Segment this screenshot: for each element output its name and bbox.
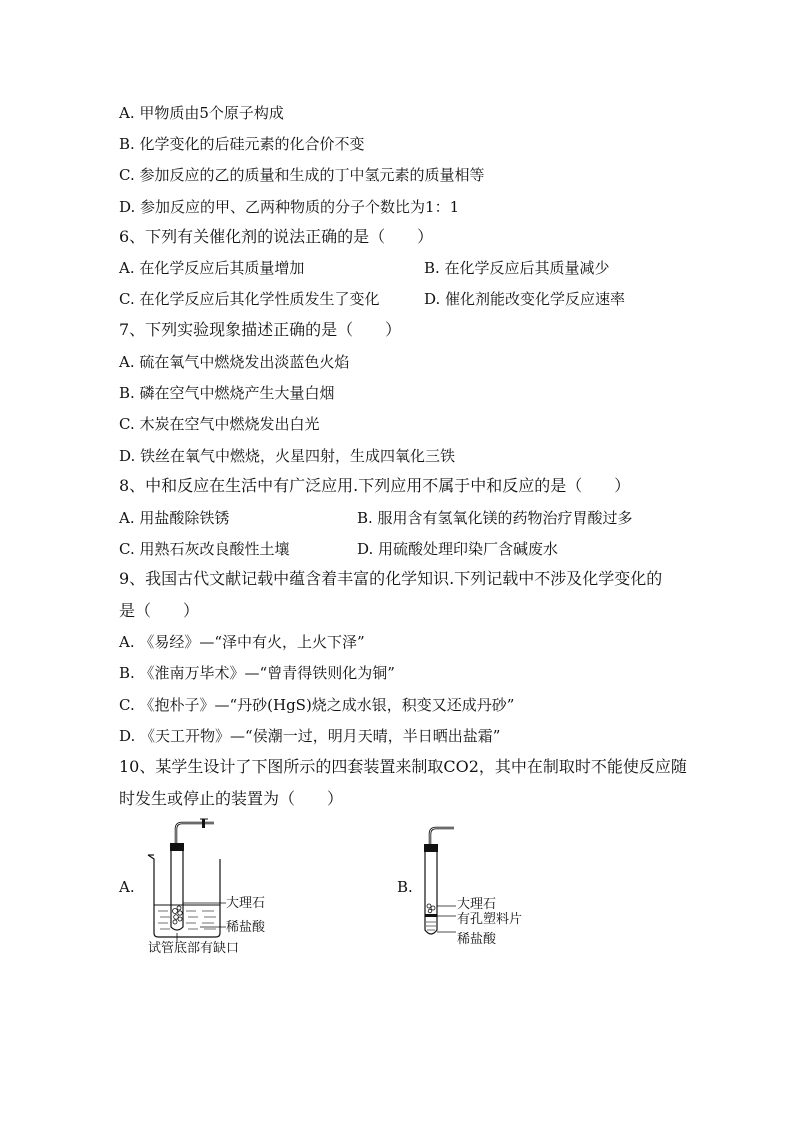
figure-b-label: B. [397,878,413,896]
q8-option-a: A. 用盐酸除铁锈 [119,509,230,527]
q6-stem: 6、下列有关催化剂的说法正确的是（ ） [119,227,434,246]
figure-a-label: A. [119,878,135,896]
q6-option-c: C. 在化学反应后其化学性质发生了变化 [119,290,380,308]
figure-a-marble-label: 大理石 [226,896,266,911]
figure-b-marble-label: 大理石 [457,897,497,912]
q7-option-b: B. 磷在空气中燃烧产生大量白烟 [119,384,335,402]
q6-option-a: A. 在化学反应后其质量增加 [119,259,305,277]
q7-option-a: A. 硫在氧气中燃烧发出淡蓝色火焰 [119,353,350,371]
q5-option-c: C. 参加反应的乙的质量和生成的丁中氢元素的质量相等 [119,166,485,184]
figure-a-caption: 试管底部有缺口 [148,941,240,956]
q6-option-d: D. 催化剂能改变化学反应速率 [424,290,626,308]
q9-option-b: B. 《淮南万毕术》—“曾青得铁则化为铜” [119,664,395,682]
q7-stem: 7、下列实验现象描述正确的是（ ） [119,320,402,339]
q8-option-c: C. 用熟石灰改良酸性土壤 [119,540,290,558]
q9-option-a: A. 《易经》—“泽中有火，上火下泽” [119,633,365,651]
q7-option-c: C. 木炭在空气中燃烧发出白光 [119,415,320,433]
figure-b-acid-label: 稀盐酸 [457,932,497,947]
q8-option-d: D. 用硫酸处理印染厂含碱废水 [357,540,559,558]
q6-option-b: B. 在化学反应后其质量减少 [424,259,610,277]
figure-a-acid-label: 稀盐酸 [226,920,266,935]
q9-option-d: D. 《天工开物》—“侯潮一过，明月天晴，半日晒出盐霜” [119,727,501,745]
q8-stem: 8、中和反应在生活中有广泛应用.下列应用不属于中和反应的是（ ） [119,476,631,495]
figure-a-apparatus [140,815,240,950]
q9-option-c: C. 《抱朴子》—“丹砂(HgS)烧之成水银，积变又还成丹砂” [119,696,515,714]
figure-b-apparatus [412,822,462,947]
q9-stem-line2: 是（ ） [119,601,200,620]
q5-option-d: D. 参加反应的甲、乙两种物质的分子个数比为1：1 [119,198,460,216]
q9-stem-line1: 9、我国古代文献记载中蕴含着丰富的化学知识.下列记载中不涉及化学变化的 [119,569,663,588]
q10-stem-line2: 时发生或停止的装置为（ ） [119,789,344,808]
q10-stem-line1: 10、某学生设计了下图所示的四套装置来制取CO2，其中在制取时不能使反应随 [119,757,687,776]
q7-option-d: D. 铁丝在氧气中燃烧，火星四射，生成四氧化三铁 [119,447,456,465]
q5-option-a: A. 甲物质由5个原子构成 [119,104,284,122]
q5-option-b: B. 化学变化的后硅元素的化合价不变 [119,135,365,153]
q8-option-b: B. 服用含有氢氧化镁的药物治疗胃酸过多 [357,509,633,527]
figure-b-plate-label: 有孔塑料片 [457,912,523,927]
